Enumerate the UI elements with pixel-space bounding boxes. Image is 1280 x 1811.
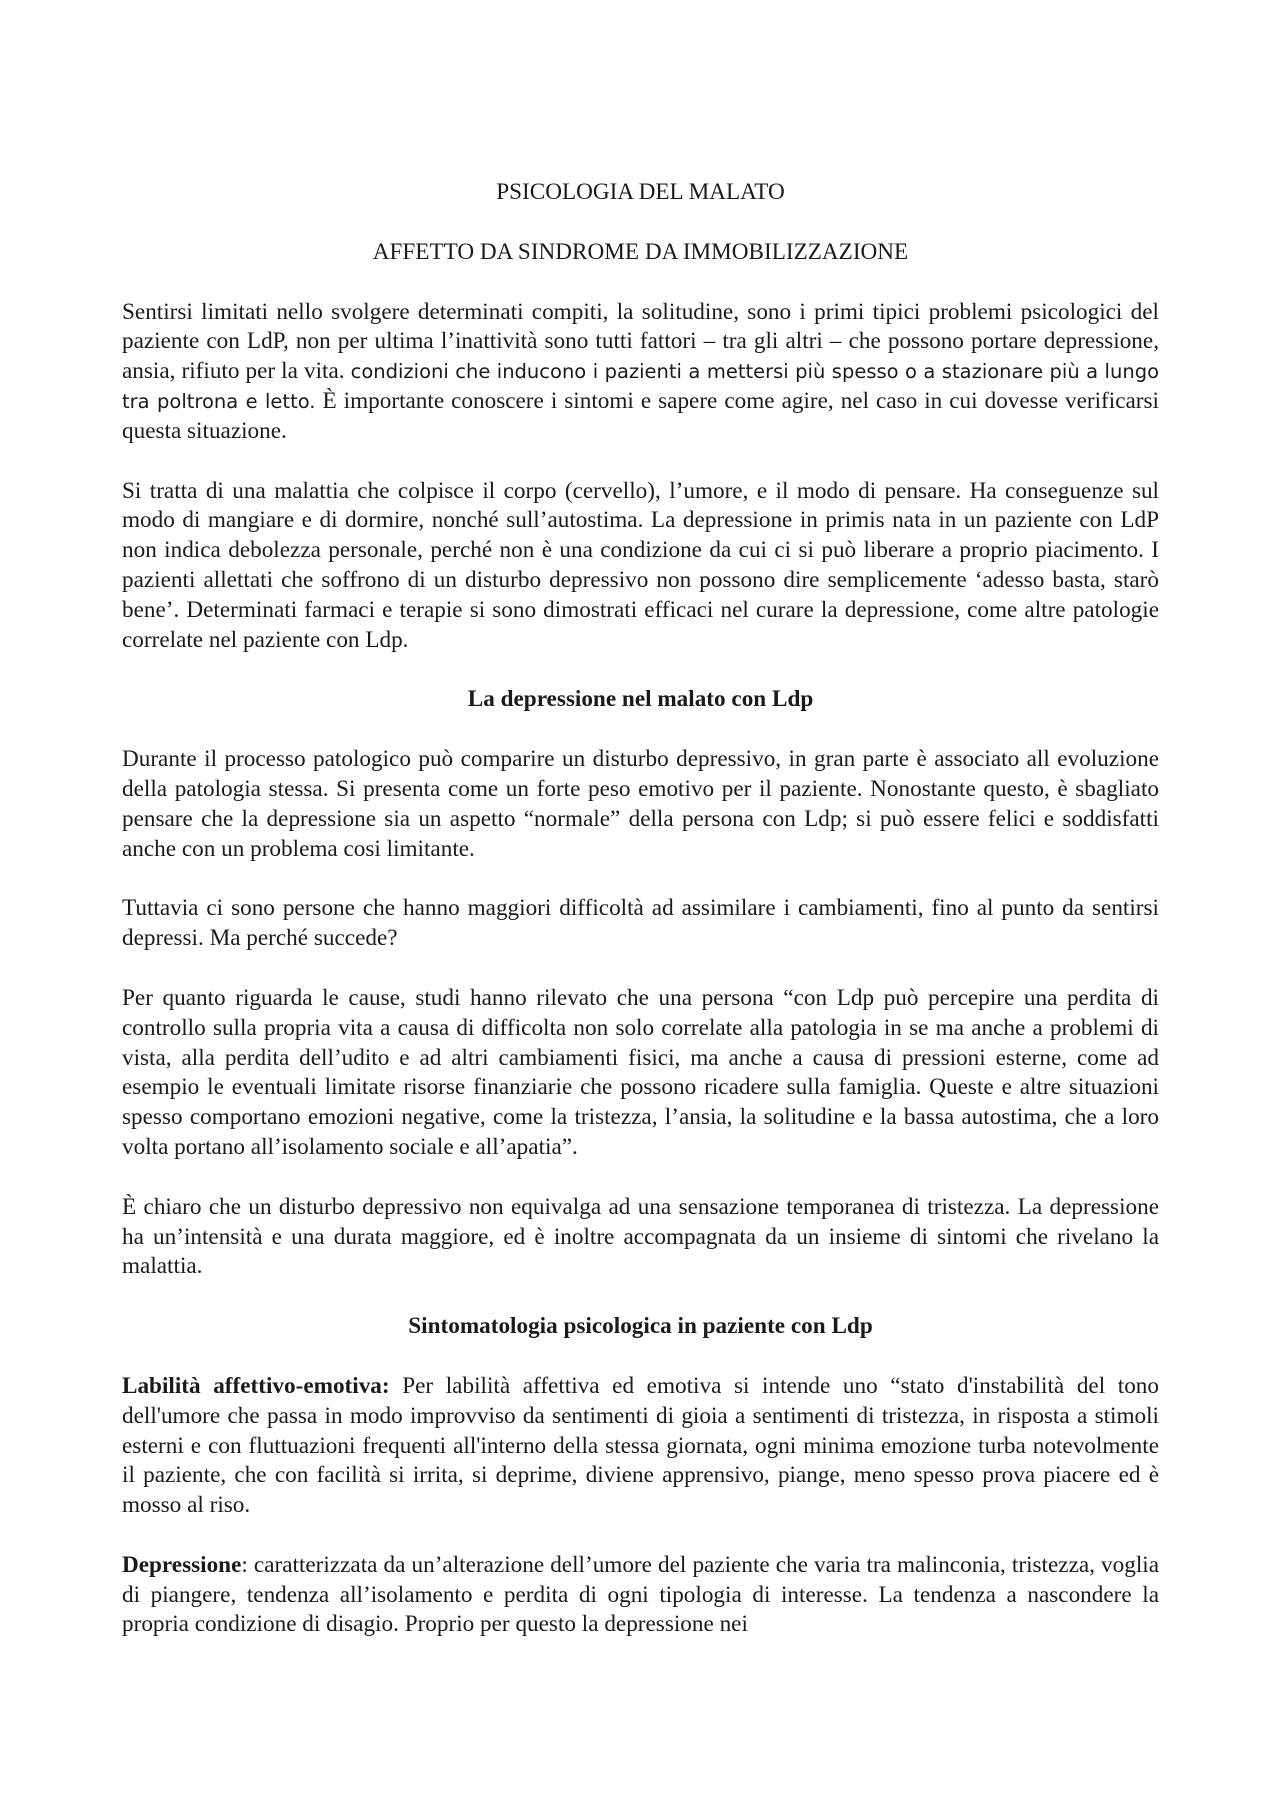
paragraph-intro-text-a: Sentirsi limitati nello svolgere determinati compiti, la solitudine, sono i primi tipici problemi psicologici del paziente con LdP, non per ultima l’inattività sono tutti fattori – tra gli altri – che possono portare depressione, ansia, rifiuto per la vita. xyxy=(122,298,1159,385)
paragraph-depressione-def xyxy=(122,1551,1159,1640)
document-title: PSICOLOGIA DEL MALATO xyxy=(496,179,785,205)
definition-labilita: Per labilità affettiva ed emotiva si intende uno “stato d'instabilità del tono dell'umore che passa in modo improvviso da sentimenti di gioia a sentimenti di tristezza, in risposta a stimoli esterni e con fluttuazioni frequenti all'interno della stessa giornata, ogni minima emozione turba notevolmente il paziente, che con facilità si irrita, si deprime, diviene apprensivo, piange, meno spesso prova piacere ed è mosso al riso. xyxy=(122,1372,1159,1519)
paragraph-intro-text-c: È importante conoscere i sintomi e sapere come agire, nel caso in cui dovesse verificarsi questa situazione. xyxy=(122,387,1159,444)
section-heading-sintomatologia: Sintomatologia psicologica in paziente con Ldp xyxy=(408,1313,873,1340)
paragraph-labilita xyxy=(122,1372,1159,1521)
document-body xyxy=(122,178,1159,1670)
document-subtitle: AFFETTO DA SINDROME DA IMMOBILIZZAZIONE xyxy=(372,238,909,265)
term-labilita: Labilità affettivo-emotiva: xyxy=(122,1372,390,1399)
paragraph-malattia: Si tratta di una malattia che colpisce il corpo (cervello), l’umore, e il modo di pensare. Ha conseguenze sul modo di mangiare e di dormire, nonché sull’autostima. La depressione in primis nata in un paziente con LdP non indica debolezza personale, perché non è una condizione da cui ci si può liberare a proprio piacimento. I pazienti allettati che soffrono di un disturbo depressivo non possono dire semplicemente ‘adesso basta, starò bene’. Determinati farmaci e terapie si sono dimostrati efficaci nel curare la depressione, come altre patologie correlate nel paziente con Ldp. xyxy=(122,477,1159,653)
paragraph-disturbo-depressivo: È chiaro che un disturbo depressivo non equivalga ad una sensazione temporanea di tristezza. La depressione ha un’intensità e una durata maggiore, ed è inoltre accompagnata da un insieme di sintomi che rivelano la malattia. xyxy=(122,1193,1159,1280)
section-heading-depressione: La depressione nel malato con Ldp xyxy=(467,686,814,713)
paragraph-cause: Per quanto riguarda le cause, studi hanno rilevato che una persona “con Ldp può percepire una perdita di controllo sulla propria vita a causa di difficolta non solo correlate alla patologia in se ma anche a problemi di vista, alla perdita dell’udito e ad altri cambiamenti fisici, ma anche a causa di pressioni esterne, come ad esempio le eventuali limitate risorse finanziarie che possono ricadere sulla famiglia. Queste e altre situazioni spesso comportano emozioni negative, come la tristezza, l’ansia, la solitudine e la bassa autostima, che a loro volta portano all’isolamento sociale e all’apatia”. xyxy=(122,984,1159,1160)
term-depressione: Depressione xyxy=(122,1551,242,1578)
paragraph-processo-patologico: Durante il processo patologico può comparire un disturbo depressivo, in gran parte è associato all evoluzione della patologia stessa. Si presenta come un forte peso emotivo per il paziente. Nonostante questo, è sbagliato pensare che la depressione sia un aspetto “normale” della persona con Ldp; si può essere felici e soddisfatti anche con un problema cosi limitante. xyxy=(122,746,1159,862)
definition-depressione: : caratterizzata da un’alterazione dell’umore del paziente che varia tra malinconia, tristezza, voglia di piangere, tendenza all’isolamento e perdita di ogni tipologia di interesse. La tendenza a nascondere la propria condizione di disagio. Proprio per questo la depressione nei xyxy=(122,1551,1159,1638)
paragraph-intro xyxy=(122,298,1159,447)
paragraph-intro-text-b: condizioni che inducono i pazienti a mettersi più spesso o a stazionare più a lungo tra poltrona e letto. xyxy=(122,360,1159,413)
paragraph-tuttavia: Tuttavia ci sono persone che hanno maggiori difficoltà ad assimilare i cambiamenti, fino al punto da sentirsi depressi. Ma perché succede? xyxy=(122,895,1159,952)
